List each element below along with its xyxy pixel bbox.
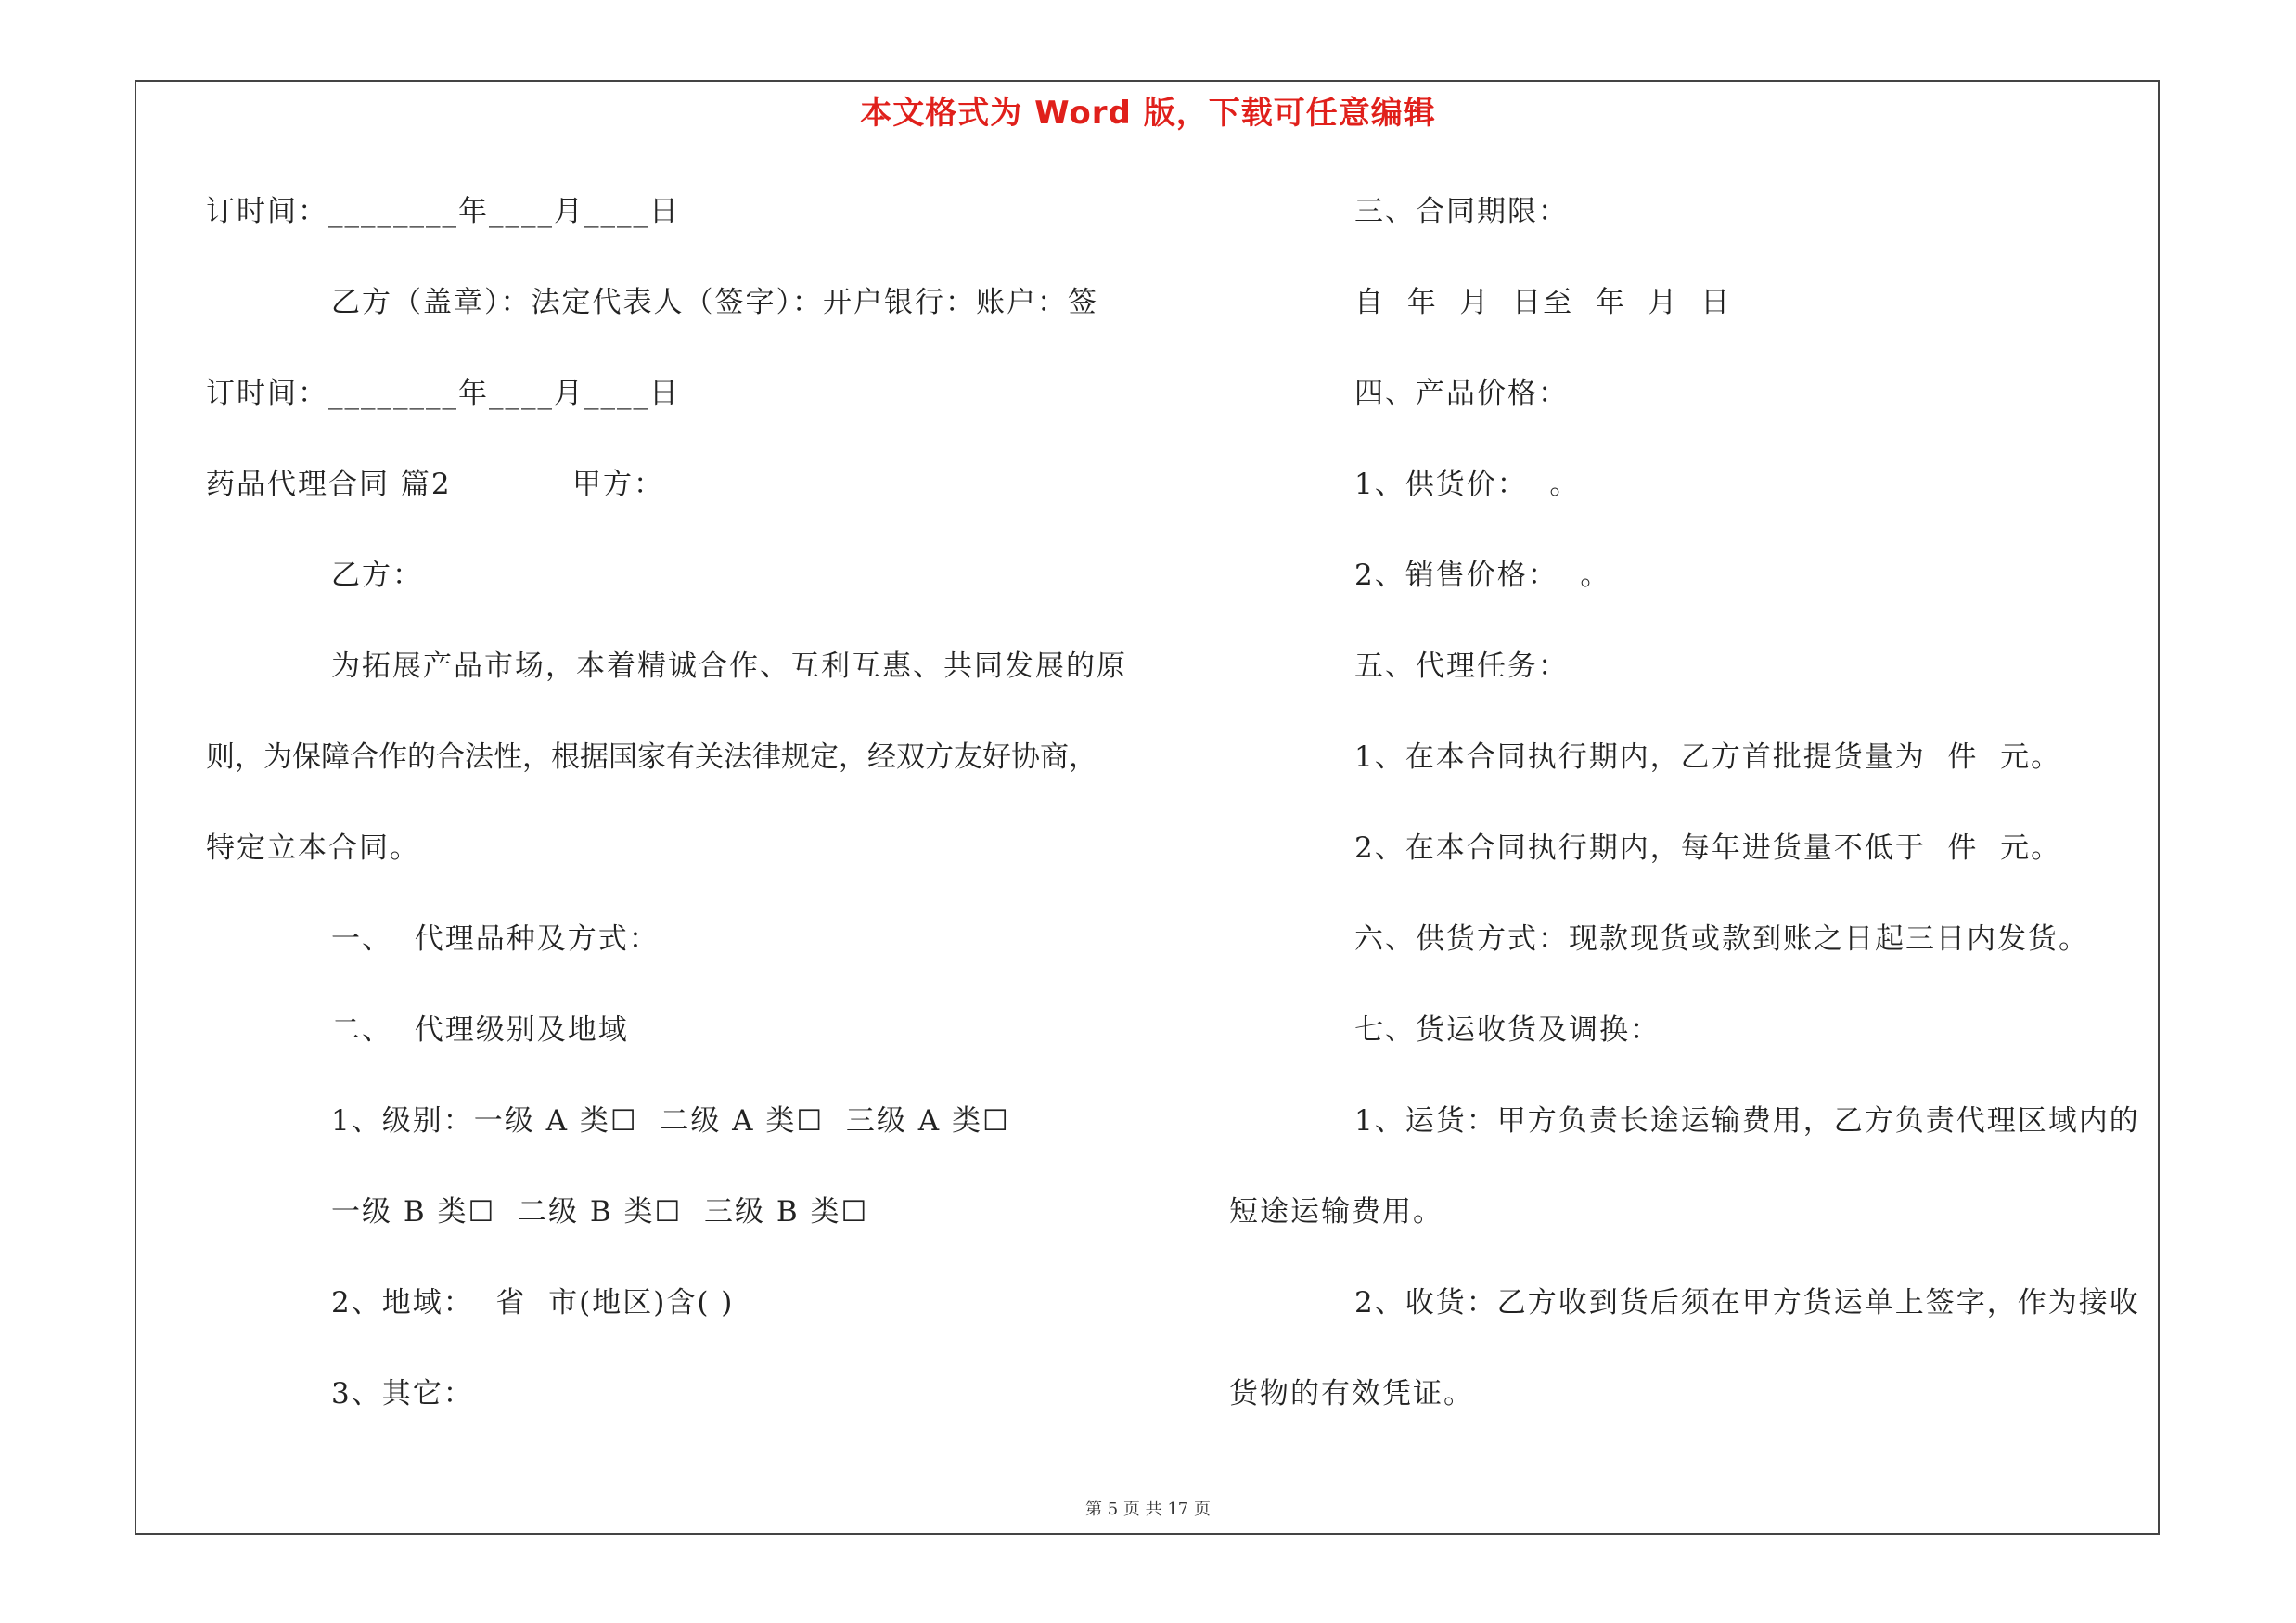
- left-line-10: 二、 代理级别及地域: [331, 1013, 629, 1047]
- right-line-8: 2、在本合同执行期内，每年进货量不低于 件 元。: [1354, 831, 2062, 865]
- right-line-2: 自 年 月 日至 年 月 日: [1354, 286, 1732, 319]
- right-line-4: 1、供货价： 。: [1354, 468, 1581, 501]
- right-line-11: 1、运货：甲方负责长途运输费用，乙方负责代理区域内的: [1354, 1104, 2140, 1138]
- left-line-5: 乙方：: [331, 559, 423, 592]
- right-line-9: 六、供货方式：现款现货或款到账之日起三日内发货。: [1354, 922, 2089, 956]
- right-line-7: 1、在本合同执行期内，乙方首批提货量为 件 元。: [1354, 741, 2062, 774]
- left-line-14: 3、其它：: [331, 1377, 474, 1410]
- left-line-3: 订时间：________年____月____日: [206, 377, 680, 410]
- left-line-2: 乙方（盖章）：法定代表人（签字）：开户银行：账户：签: [331, 286, 1098, 319]
- left-line-11: 1、级别：一级 A 类☐ 二级 A 类☐ 三级 A 类☐: [331, 1104, 1010, 1138]
- left-line-12: 一级 B 类☐ 二级 B 类☐ 三级 B 类☐: [331, 1195, 869, 1229]
- right-line-5: 2、销售价格： 。: [1354, 559, 1611, 592]
- left-line-8: 特定立本合同。: [206, 831, 420, 865]
- left-line-13: 2、地域： 省 市(地区)含( ): [331, 1286, 735, 1320]
- right-line-3: 四、产品价格：: [1354, 377, 1569, 410]
- left-line-4: 药品代理合同 篇2 甲方：: [206, 468, 664, 501]
- right-line-13: 2、收货：乙方收到货后须在甲方货运单上签字，作为接收: [1354, 1286, 2140, 1320]
- left-line-1: 订时间：________年____月____日: [206, 195, 680, 228]
- left-line-9: 一、 代理品种及方式：: [331, 922, 660, 956]
- page-number: 第 5 页 共 17 页: [1085, 1500, 1211, 1519]
- left-line-7: 则，为保障合作的合法性，根据国家有关法律规定，经双方友好协商，: [206, 741, 1097, 774]
- right-line-12: 短途运输费用。: [1229, 1195, 1443, 1229]
- right-line-1: 三、合同期限：: [1354, 195, 1569, 228]
- right-line-6: 五、代理任务：: [1354, 650, 1569, 683]
- left-line-6: 为拓展产品市场，本着精诚合作、互利互惠、共同发展的原: [331, 650, 1127, 683]
- right-line-14: 货物的有效凭证。: [1229, 1377, 1474, 1410]
- word-format-banner: 本文格式为 Word 版，下载可任意编辑: [860, 95, 1436, 132]
- right-line-10: 七、货运收货及调换：: [1354, 1013, 1661, 1047]
